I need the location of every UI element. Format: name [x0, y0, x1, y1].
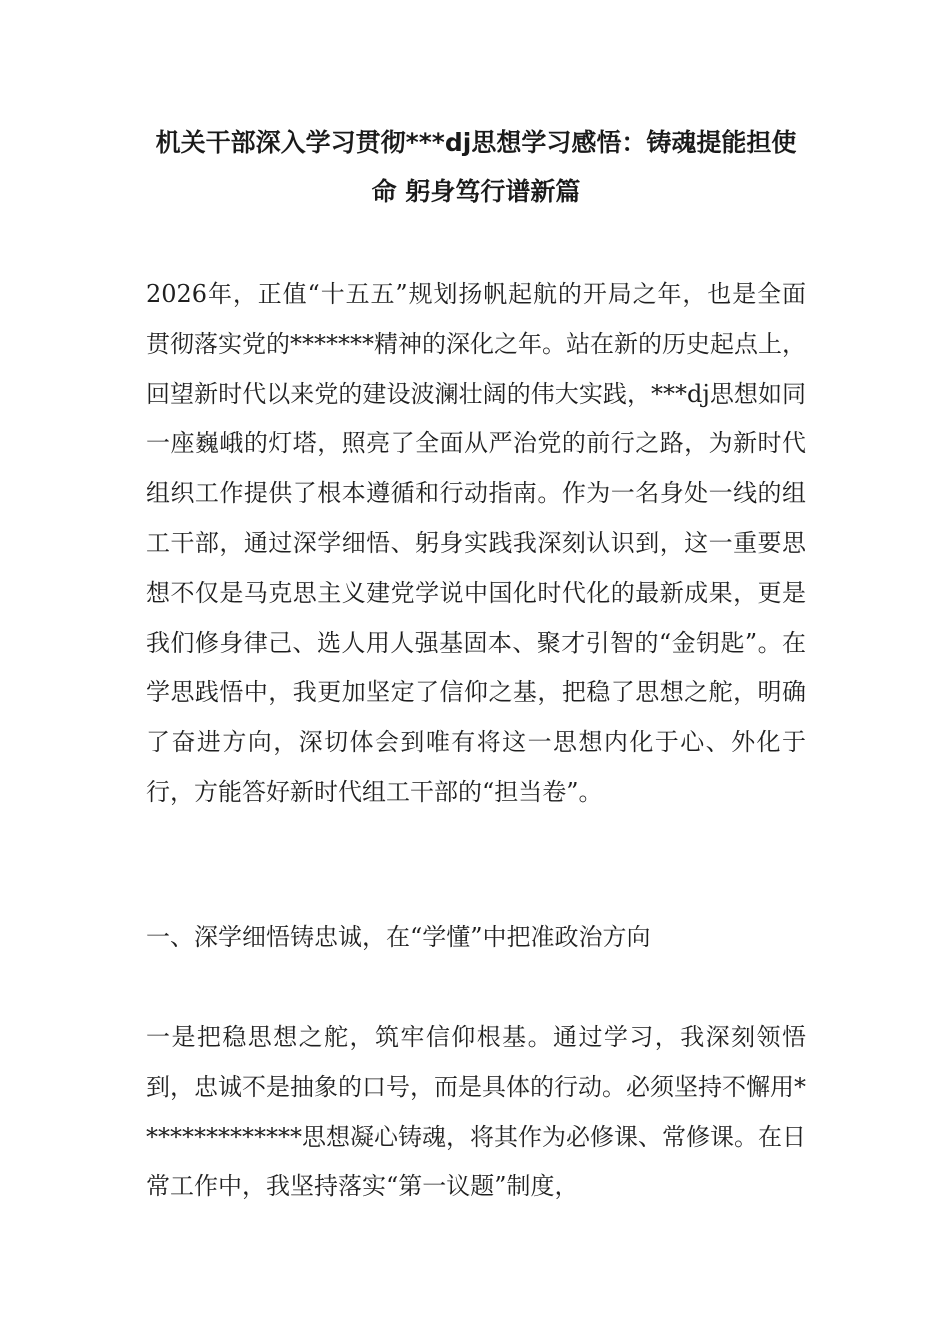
- section-heading: 一、深学细悟铸忠诚，在“学懂”中把准政治方向: [146, 923, 651, 951]
- section-paragraph: 一是把稳思想之舵，筑牢信仰根基。通过学习，我深刻领悟到，忠诚不是抽象的口号，而是具体的行动。必须坚持不懈用**************思想凝心铸魂，将其作为必修课、常修课。在日常工作中，我坚持落实“第一议题”制度，: [146, 1023, 806, 1201]
- intro-paragraph: 2026年，正值“十五五”规划扬帆起航的开局之年，也是全面贯彻落实党的*******精神的深化之年。站在新的历史起点上，回望新时代以来党的建设波澜壮阔的伟大实践，***dj思想如同一座巍峨的灯塔，照亮了全面从严治党的前行之路，为新时代组织工作提供了根本遵循和行动指南。作为一名身处一线的组工干部，通过深学细悟、躬身实践我深刻认识到，这一重要思想不仅是马克思主义建党学说中国化时代化的最新成果，更是我们修身律己、选人用人强基固本、聚才引智的“金钥匙”。在学思践悟中，我更加坚定了信仰之基，把稳了思想之舵，明确了奋进方向，深切体会到唯有将这一思想内化于心、外化于行，方能答好新时代组工干部的“担当卷”。: [146, 280, 806, 806]
- document-title: 机关干部深入学习贯彻***dj思想学习感悟：铸魂提能担使命 躬身笃行谱新篇: [155, 128, 797, 206]
